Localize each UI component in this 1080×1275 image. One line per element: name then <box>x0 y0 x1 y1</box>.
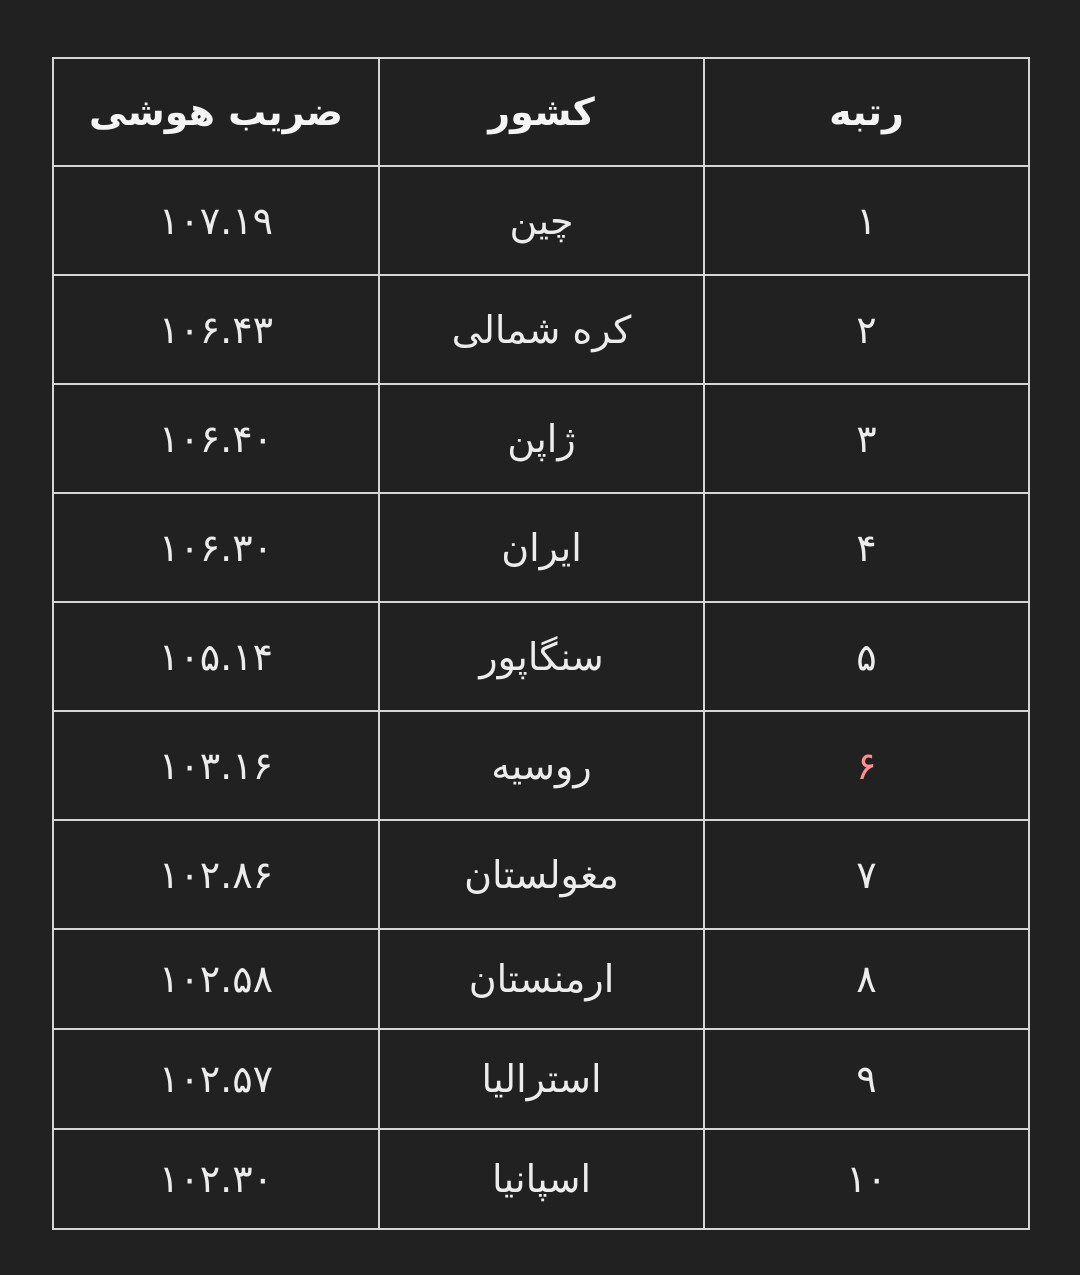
iq-cell: ۱۰۳.۱۶ <box>53 711 379 820</box>
table-row <box>53 493 1029 602</box>
country-cell: ارمنستان <box>379 929 704 1029</box>
table-row <box>53 1129 1029 1229</box>
table-row <box>53 820 1029 929</box>
iq-ranking-table-container <box>52 57 1028 1230</box>
rank-cell: ۸ <box>704 929 1029 1029</box>
header-iq: ضریب هوشی <box>53 58 379 166</box>
iq-cell: ۱۰۶.۴۳ <box>53 275 379 384</box>
table-row <box>53 166 1029 275</box>
iq-cell: ۱۰۷.۱۹ <box>53 166 379 275</box>
table-header-row <box>53 58 1029 166</box>
iq-cell: ۱۰۶.۴۰ <box>53 384 379 493</box>
rank-cell: ۲ <box>704 275 1029 384</box>
country-cell: روسیه <box>379 711 704 820</box>
country-cell: ژاپن <box>379 384 704 493</box>
rank-cell: ۴ <box>704 493 1029 602</box>
table-row <box>53 275 1029 384</box>
rank-cell: ۱ <box>704 166 1029 275</box>
country-cell: چین <box>379 166 704 275</box>
rank-cell: ۱۰ <box>704 1129 1029 1229</box>
rank-cell: ۹ <box>704 1029 1029 1129</box>
table-row <box>53 929 1029 1029</box>
header-country: کشور <box>379 58 704 166</box>
country-cell: سنگاپور <box>379 602 704 711</box>
rank-cell: ۷ <box>704 820 1029 929</box>
iq-ranking-table <box>52 57 1030 1230</box>
country-cell: مغولستان <box>379 820 704 929</box>
rank-cell: ۵ <box>704 602 1029 711</box>
table-row <box>53 602 1029 711</box>
iq-cell: ۱۰۲.۵۷ <box>53 1029 379 1129</box>
iq-cell: ۱۰۶.۳۰ <box>53 493 379 602</box>
country-cell: ایران <box>379 493 704 602</box>
table-row <box>53 711 1029 820</box>
country-cell: کره شمالی <box>379 275 704 384</box>
iq-cell: ۱۰۲.۳۰ <box>53 1129 379 1229</box>
country-cell: اسپانیا <box>379 1129 704 1229</box>
header-rank: رتبه <box>704 58 1029 166</box>
iq-cell: ۱۰۵.۱۴ <box>53 602 379 711</box>
rank-cell-highlighted: ۶ <box>704 711 1029 820</box>
table-row <box>53 384 1029 493</box>
rank-cell: ۳ <box>704 384 1029 493</box>
table-row <box>53 1029 1029 1129</box>
iq-cell: ۱۰۲.۵۸ <box>53 929 379 1029</box>
iq-cell: ۱۰۲.۸۶ <box>53 820 379 929</box>
country-cell: استرالیا <box>379 1029 704 1129</box>
